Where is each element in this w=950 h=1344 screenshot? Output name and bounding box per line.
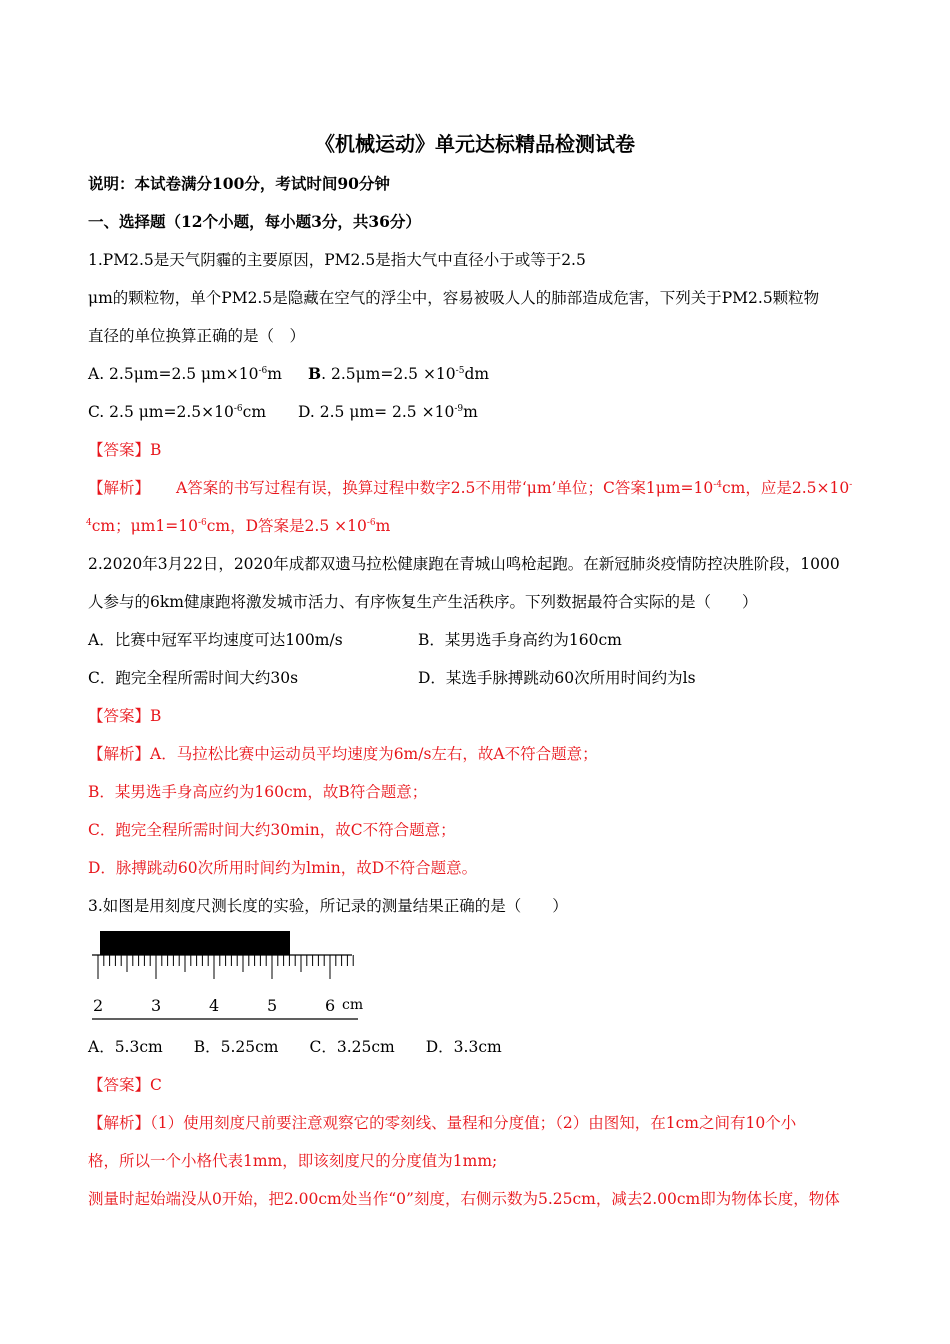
ruler-labels xyxy=(93,996,335,1015)
q1-options-ab xyxy=(88,364,489,384)
q3-explanation-line1: 【解析】（1）使用刻度尺前要注意观察它的零刻线、量程和分度值；（2）由图知，在1cm之间有10个小 xyxy=(88,1114,797,1132)
page-title: 《机械运动》单元达标精品检测试卷 xyxy=(315,132,635,156)
q1-answer: 【答案】B xyxy=(88,441,162,459)
measured-object xyxy=(100,931,290,955)
q2-option-b: B．某男选手身高约为160cm xyxy=(418,631,622,649)
q3-explanation-line2: 格，所以一个小格代表1mm，即该刻度尺的分度值为1mm; xyxy=(88,1152,498,1170)
exam-note: 说明：本试卷满分100分，考试时间90分钟 xyxy=(88,174,390,193)
ruler-label: 2 xyxy=(93,996,104,1015)
q2-option-c: C．跑完全程所需时间大约30s xyxy=(88,669,299,687)
q1-option-c: C. 2.5 $\mu m=2.5\times 10^{-6}cm$ xyxy=(88,403,267,421)
ruler-unit: cm xyxy=(342,997,364,1013)
ruler-label: 6 xyxy=(325,996,336,1015)
q2-explanation-line2: B．某男选手身高应约为160cm，故B符合题意； xyxy=(88,783,428,801)
q2-explanation-line3: C．跑完全程所需时间大约30min，故C不符合题意； xyxy=(88,821,456,839)
q1-options-cd xyxy=(88,402,478,422)
ruler-ticks xyxy=(98,955,353,979)
q2-stem-line1: 2.2020年3月22日，2020年成都双遗马拉松健康跑在青城山鸣枪起跑。在新冠肺炎疫情防控决胜阶段，1000 xyxy=(88,555,840,573)
q1-stem-line3: 直径的单位换算正确的是（ ） xyxy=(88,327,306,345)
q2-stem-line2: 人参与的6km健康跑将激发城市活力、有序恢复生产生活秩序。下列数据最符合实际的是（ ） xyxy=(88,593,758,611)
q3-options: A．5.3cm B．5.25cm C．3.25cm D．3.3cm xyxy=(88,1038,502,1056)
q3-stem: 3.如图是用刻度尺测长度的实验，所记录的测量结果正确的是（ ） xyxy=(88,897,568,915)
q2-answer: 【答案】B xyxy=(88,707,162,725)
ruler-figure xyxy=(88,928,368,1024)
q1-option-d: D. 2.5 $\mu m= 2.5 \times 10^{-9}m$ xyxy=(298,403,478,421)
ruler-label: 4 xyxy=(209,996,220,1015)
ruler-label: 3 xyxy=(151,996,162,1015)
q1-stem-line1: 1.PM2.5是天气阴霾的主要原因，PM2.5是指大气中直径小于或等于2.5 xyxy=(88,251,586,269)
q2-option-d: D．某选手脉搏跳动60次所用时间约为ls xyxy=(418,669,696,687)
q3-explanation-line3: 测量时起始端没从0开始，把2.00cm处当作“0”刻度，右侧示数为5.25cm，减去2.00cm即为物体长度，物体 xyxy=(88,1190,840,1208)
q1-stem-line2: μm的颗粒物，单个PM2.5是隐藏在空气的浮尘中，容易被吸人人的肺部造成危害，下列关于PM2.5颗粒物 xyxy=(88,289,820,307)
q2-explanation-line4: D．脉搏跳动60次所用时间约为lmin，故D不符合题意。 xyxy=(88,859,478,877)
q1-option-a: A. 2.5μm=2.5 $\mu m\times 10^{-6}m$ xyxy=(88,365,282,383)
q2-option-a: A．比赛中冠军平均速度可达100m/s xyxy=(88,631,343,649)
q1-option-b: B. $2.5\mu m=2.5 \times 10^{-5}dm$ xyxy=(308,364,490,383)
q3-answer: 【答案】C xyxy=(88,1076,162,1094)
q1-explanation-line1: 【解析】 A答案的书写过程有误，换算过程中数字2.5不用带‘μm’单位；C答案$1\mu m=10^{-4}cm$，应是2.5×10- xyxy=(88,479,853,497)
q1-explanation-line2: $^4$cm；$\mu m1=10^{-6}cm$，D答案是$2.5 \times 10^{-6}m$ xyxy=(86,517,391,535)
ruler-label: 5 xyxy=(267,996,278,1015)
q2-explanation-line1: 【解析】A．马拉松比赛中运动员平均速度为6m/s左右，故A不符合题意； xyxy=(88,745,598,763)
section-heading: 一、选择题（12个小题，每小题3分，共36分） xyxy=(88,212,421,231)
